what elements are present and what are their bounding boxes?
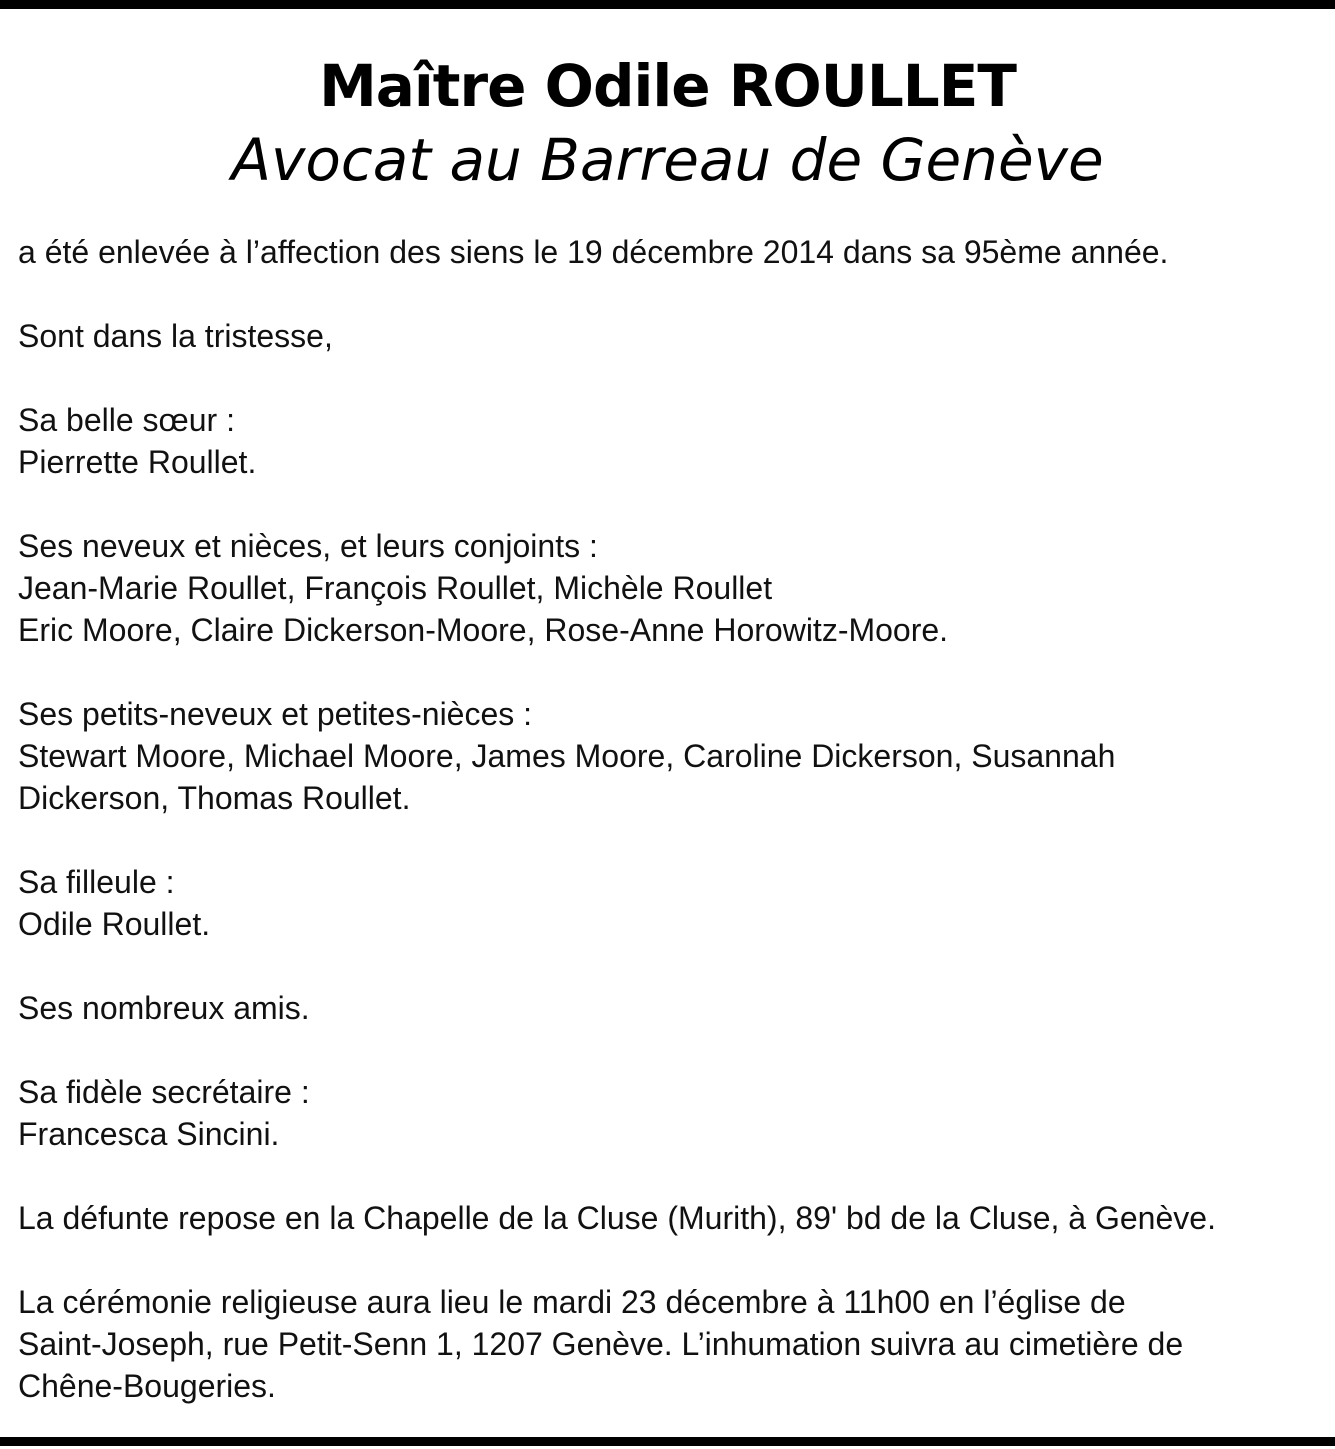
notice-body	[18, 231, 1318, 1449]
ceremony-paragraph	[18, 1281, 1318, 1407]
mourning-paragraph	[18, 315, 1318, 357]
intro-paragraph	[18, 231, 1318, 273]
top-border-rule	[0, 0, 1335, 9]
secretary-section	[18, 1071, 1318, 1155]
grandnephews-heading: Ses petits-neveux et petites-nièces :	[18, 696, 533, 732]
deceased-title: Avocat au Barreau de Genève	[231, 126, 1104, 194]
deceased-name: Maître Odile ROULLET	[319, 52, 1016, 120]
intro-text: a été enlevée à l’affection des siens le 19 décembre 2014 dans sa 95ème année.	[18, 234, 1169, 270]
secretary-heading: Sa fidèle secrétaire :	[18, 1074, 310, 1110]
goddaughter-name: Odile Roullet.	[18, 906, 211, 942]
sister-in-law-name: Pierrette Roullet.	[18, 444, 257, 480]
ceremony-text-line: Saint-Joseph, rue Petit-Senn 1, 1207 Genève. L’inhumation suivra au cimetière de	[18, 1326, 1184, 1362]
nephews-names-line: Jean-Marie Roullet, François Roullet, Michèle Roullet	[18, 570, 773, 606]
repose-text: La défunte repose en la Chapelle de la Cluse (Murith), 89' bd de la Cluse, à Genève.	[18, 1200, 1216, 1236]
friends-paragraph	[18, 987, 1318, 1029]
grandnephews-names-line: Stewart Moore, Michael Moore, James Moore, Caroline Dickerson, Susannah	[18, 738, 1116, 774]
repose-paragraph	[18, 1197, 1318, 1239]
bottom-border-rule	[0, 1437, 1335, 1446]
mourning-text: Sont dans la tristesse,	[18, 318, 333, 354]
nephews-heading: Ses neveux et nièces, et leurs conjoints :	[18, 528, 598, 564]
friends-text: Ses nombreux amis.	[18, 990, 310, 1026]
notice-header	[0, 46, 1335, 192]
grandnephews-section	[18, 693, 1318, 819]
grandnephews-names-line: Dickerson, Thomas Roullet.	[18, 780, 411, 816]
goddaughter-section	[18, 861, 1318, 945]
secretary-name: Francesca Sincini.	[18, 1116, 280, 1152]
sister-in-law-section	[18, 399, 1318, 483]
goddaughter-heading: Sa filleule :	[18, 864, 175, 900]
nephews-names-line: Eric Moore, Claire Dickerson-Moore, Rose-Anne Horowitz-Moore.	[18, 612, 949, 648]
sister-in-law-heading: Sa belle sœur :	[18, 402, 235, 438]
nephews-section	[18, 525, 1318, 651]
ceremony-text-line: Chêne-Bougeries.	[18, 1368, 276, 1404]
ceremony-text-line: La cérémonie religieuse aura lieu le mardi 23 décembre à 11h00 en l’église de	[18, 1284, 1126, 1320]
